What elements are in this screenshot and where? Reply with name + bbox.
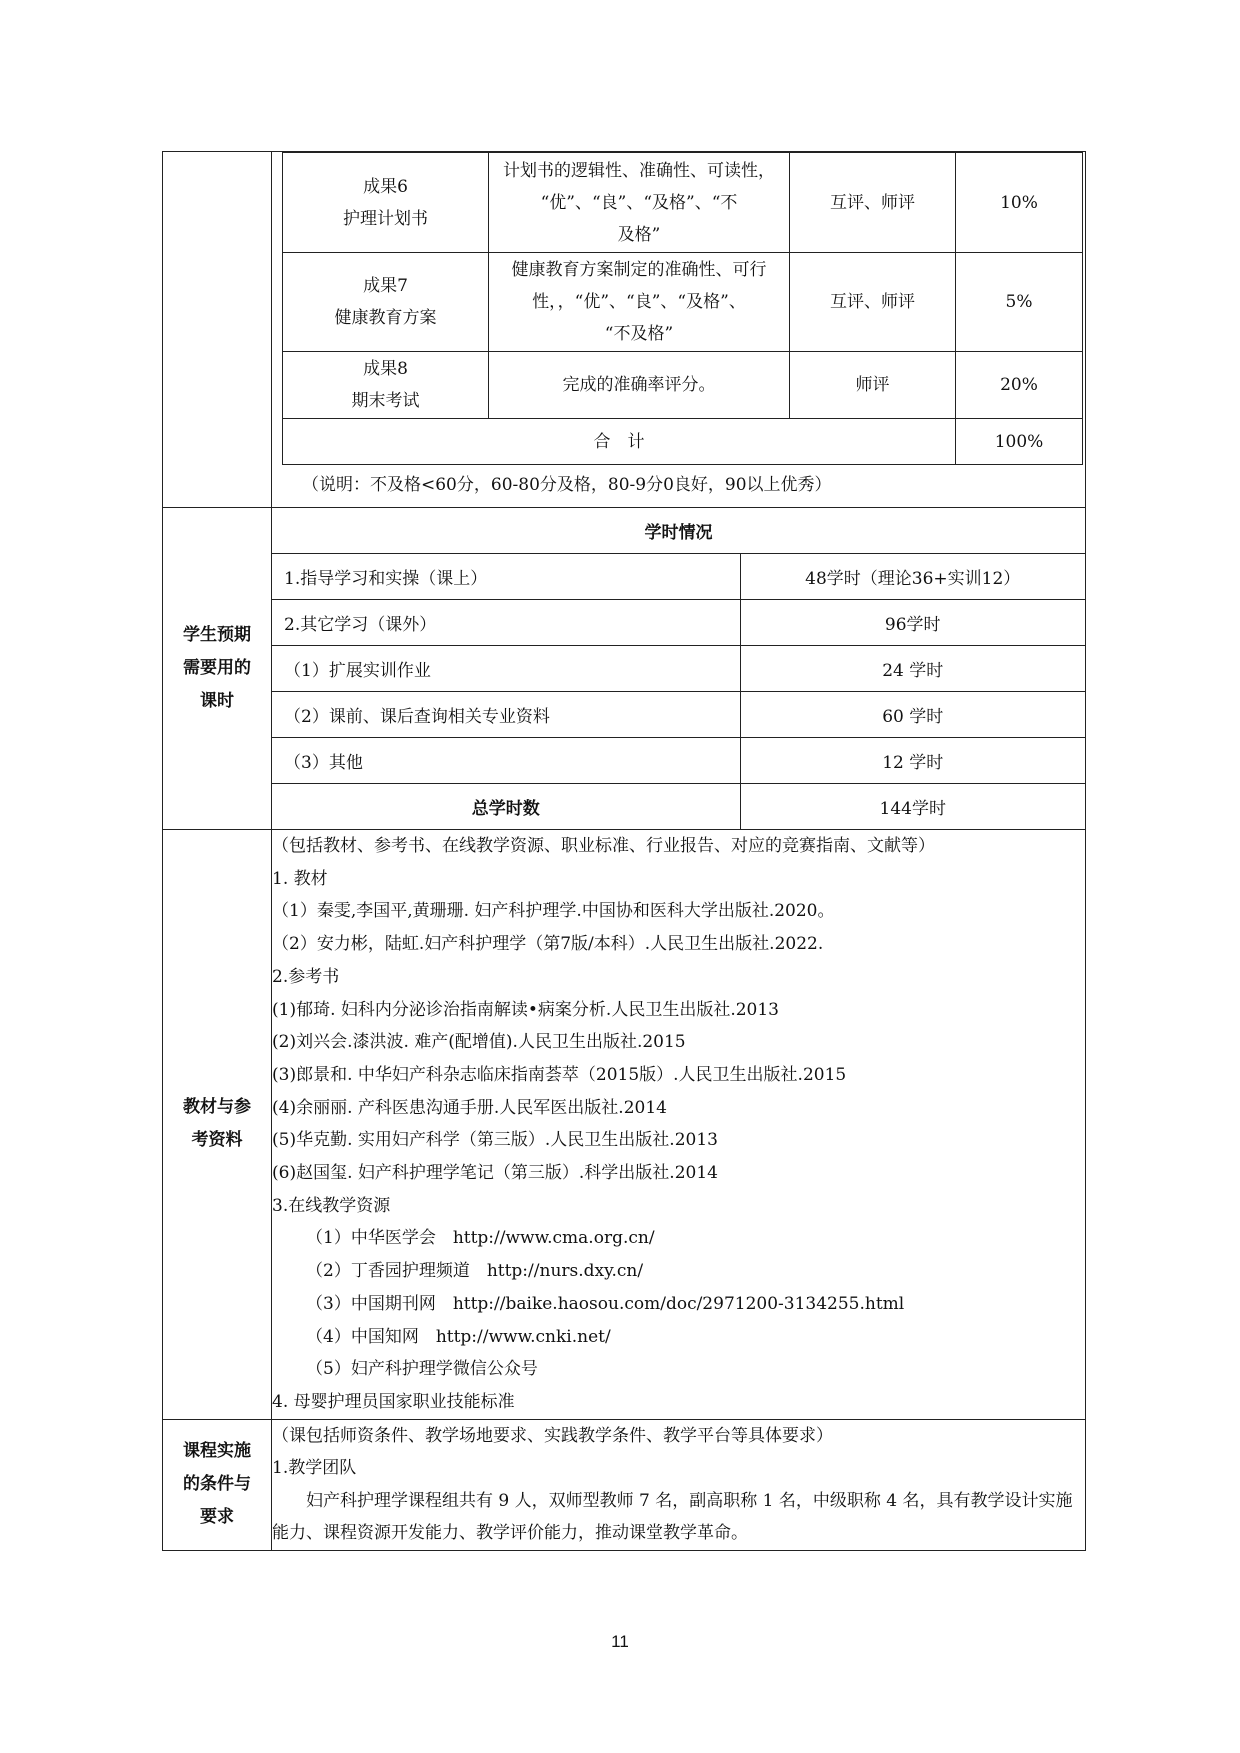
textbook-item: （1）秦雯,李国平,黄珊珊. 妇产科护理学.中国协和医科大学出版社.2020。 [272,901,835,922]
online-heading: 3.在线教学资源 [272,1195,391,1216]
hours-section [163,508,1086,830]
hours-value: 48学时（理论36+实训12） [740,554,1085,600]
page-number: 11 [611,1632,629,1651]
weight-cell: 5% [956,253,1083,352]
assessment-side-cell [163,152,272,508]
online-resource: （3）中国期刊网 http://baike.haosou.com/doc/2971200-3134255.html [306,1293,905,1314]
hours-value: 96学时 [740,600,1085,646]
team-heading: 1.教学团队 [272,1458,357,1479]
refbook-item: (3)郎景和. 中华妇产科杂志临床指南荟萃（2015版）.人民卫生出版社.2015 [272,1064,847,1085]
hours-cell [272,508,1086,830]
method-cell: 互评、师评 [790,153,956,253]
outcome-name-cell: 成果8 期末考试 [283,352,489,419]
method-cell: 师评 [790,352,956,419]
refbook-item: (1)郁琦. 妇科内分泌诊治指南解读•病案分析.人民卫生出版社.2013 [272,999,779,1020]
assessment-total-row [283,419,1083,465]
hours-label: 1.指导学习和实操（课上） [272,554,740,600]
refbook-item: (2)刘兴会.漆洪波. 难产(配增值).人民卫生出版社.2015 [272,1032,686,1053]
hours-value: 24 学时 [740,646,1085,692]
assessment-row [283,253,1083,352]
outcome-name-cell: 成果7 健康教育方案 [283,253,489,352]
implementation-side-label: 课程实施 的条件与 要求 [163,1419,272,1550]
criteria-cell: 健康教育方案制定的准确性、可行 性，，“优”、“良”、“及格”、 “不及格” [489,253,790,352]
hours-value: 12 学时 [740,738,1085,784]
hours-total-label: 总学时数 [272,784,740,830]
textbook-item: （2）安力彬，陆虹.妇产科护理学（第7版/本科）.人民卫生出版社.2022. [272,934,824,955]
hours-label: （3）其他 [272,738,740,784]
hours-title: 学时情况 [644,523,713,543]
hours-side-label: 学生预期 需要用的 课时 [163,508,272,830]
weight-cell: 10% [956,153,1083,253]
assessment-cell [272,152,1086,508]
references-section [163,830,1086,1420]
implementation-intro: （课包括师资条件、教学场地要求、实践教学条件、教学平台等具体要求） [272,1425,833,1446]
hours-label: （1）扩展实训作业 [272,646,740,692]
standard-item: 4. 母婴护理员国家职业技能标准 [272,1391,515,1412]
online-resource: （1）中华医学会 http://www.cma.org.cn/ [306,1228,655,1249]
course-table [162,151,1086,1551]
outcome-name-cell: 成果6 护理计划书 [283,153,489,253]
refbook-item: (5)华克勤. 实用妇产科学（第三版）.人民卫生出版社.2013 [272,1130,718,1151]
hours-total-value: 144学时 [740,784,1085,830]
references-cell [272,830,1086,1420]
hours-total-row [272,784,1085,830]
criteria-cell: 完成的准确率评分。 [489,352,790,419]
method-cell: 互评、师评 [790,253,956,352]
online-resource: （5）妇产科护理学微信公众号 [306,1359,538,1380]
online-resource: （4）中国知网 http://www.cnki.net/ [306,1326,611,1347]
assessment-section [163,152,1086,508]
references-intro: （包括教材、参考书、在线教学资源、职业标准、行业报告、对应的竞赛指南、文献等） [272,836,935,856]
assessment-table [282,152,1083,465]
assessment-row [283,352,1083,419]
hours-row [272,600,1085,646]
hours-label: 2.其它学习（课外） [272,600,740,646]
hours-table [272,508,1085,829]
hours-label: （2）课前、课后查询相关专业资料 [272,692,740,738]
hours-row [272,692,1085,738]
hours-row [272,646,1085,692]
total-value: 100% [956,419,1083,465]
references-side-label: 教材与参 考资料 [163,830,272,1420]
criteria-cell: 计划书的逻辑性、准确性、可读性， “优”、“良”、“及格”、“不 及格” [489,153,790,253]
assessment-row [283,153,1083,253]
total-label: 合 计 [283,419,956,465]
implementation-section [163,1419,1086,1550]
grading-note: （说明：不及格<60分，60-80分及格，80-9分0良好，90以上优秀） [302,475,832,495]
implementation-cell [272,1419,1086,1550]
refbook-item: (4)余丽丽. 产科医患沟通手册.人民军医出版社.2014 [272,1097,667,1118]
refbook-heading: 2.参考书 [272,966,340,987]
hours-row [272,554,1085,600]
hours-value: 60 学时 [740,692,1085,738]
refbook-item: (6)赵国玺. 妇产科护理学笔记（第三版）.科学出版社.2014 [272,1163,718,1184]
textbook-heading: 1. 教材 [272,868,328,889]
online-resource: （2）丁香园护理频道 http://nurs.dxy.cn/ [306,1261,644,1282]
weight-cell: 20% [956,352,1083,419]
team-body: 妇产科护理学课程组共有 9 人，双师型教师 7 名，副高职称 1 名，中级职称 4 名，具有教学设计实施能力、课程资源开发能力、教学评价能力，推动课堂教学革命。 [272,1490,1073,1544]
hours-row [272,738,1085,784]
